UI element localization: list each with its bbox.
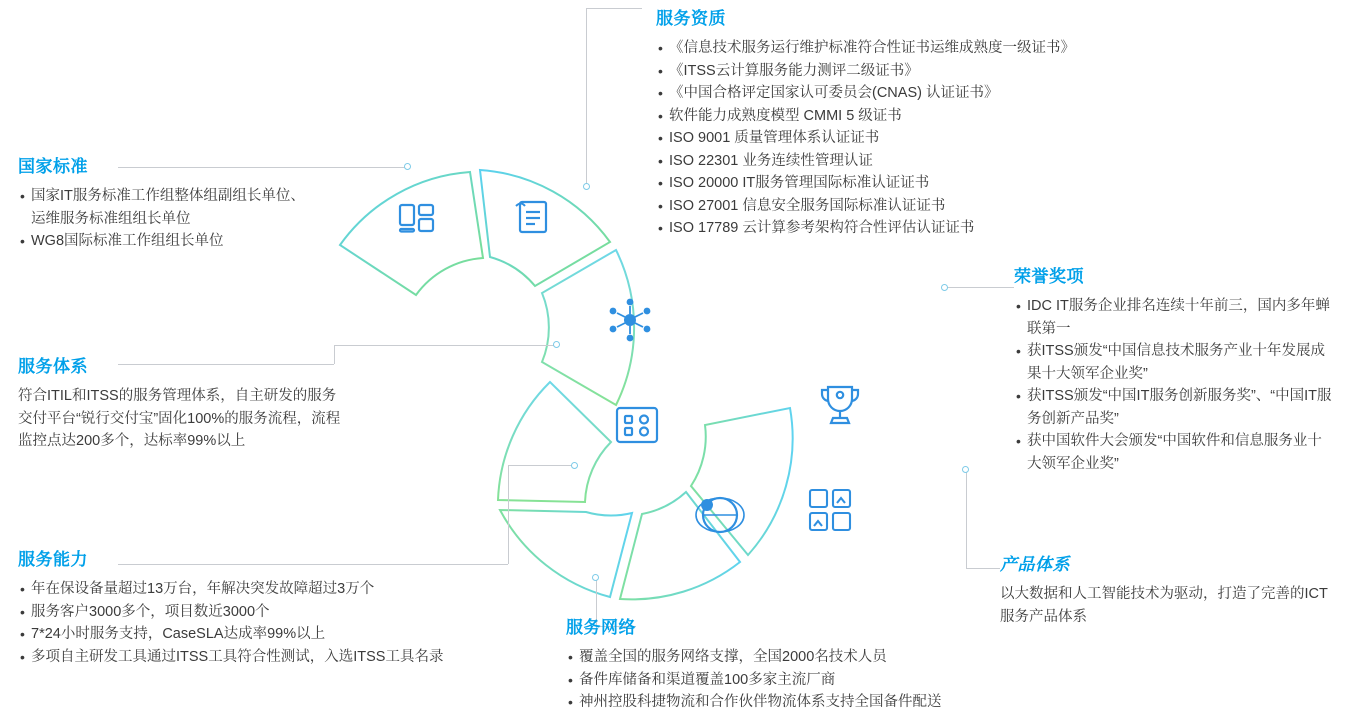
list-item: • 《信息技术服务运行维护标准符合性证书运维成熟度一级证书》 [656,37,1086,60]
block-product-system [1000,550,1330,628]
list-item: • IDC IT服务企业排名连续十年前三，国内多年蝉联第一 [1014,295,1336,340]
block-service-qualification [656,4,1086,240]
list-item: • 国家IT服务标准工作组整体组副组长单位、运维服务标准组组长单位 [18,185,318,230]
list-item: • 获ITSS颁发“中国IT服务创新服务奖”、“中国IT服务创新产品奖” [1014,385,1336,430]
connector-dot-national-standard [404,163,411,170]
list-service-qualification [656,37,1086,240]
connector-service-qualification [586,8,646,188]
list-item: • 《ITSS云计算服务能力测评二级证书》 [656,60,1086,83]
block-text-product-system: 以大数据和人工智能技术为驱动，打造了完善的ICT服务产品体系 [1000,586,1328,625]
trophy-icon [822,387,858,423]
list-item: • 获中国软件大会颁发“中国软件和信息服务业十大领军企业奖” [1014,430,1336,475]
block-title-service-capability: 服务能力 [18,550,88,569]
connector-dot-service-network [592,574,599,581]
list-item: • 年在保设备量超过13万台，年解决突发故障超过3万个 [18,578,538,601]
block-title-product-system: 产品体系 [1000,555,1070,574]
list-honor-awards [1014,295,1336,475]
connector-dot-service-qualification [583,183,590,190]
grid-apps-icon [617,408,657,442]
list-service-network [566,646,1016,714]
block-title-service-system: 服务体系 [18,357,88,376]
list-item: • WG8国际标准工作组组长单位 [18,230,318,253]
connector-dot-service-system [553,341,560,348]
list-item: • 多项自主研发工具通过ITSS工具符合性测试，入选ITSS工具名录 [18,646,538,669]
list-item: • 服务客户3000多个，项目数近3000个 [18,601,538,624]
globe-icon [696,498,744,532]
block-honor-awards [1014,262,1336,475]
list-item: • ISO 22301 业务连续性管理认证 [656,150,1086,173]
photo-frames-icon [810,490,850,530]
atom-icon [610,299,651,342]
dashboard-icon [400,205,433,232]
list-item: • ISO 17789 云计算参考架构符合性评估认证证书 [656,217,1086,240]
connector-dot-product-system [962,466,969,473]
list-item: • 神州控股科捷物流和合作伙伴物流体系支持全国备件配送 [566,691,1016,714]
block-title-honor-awards: 荣誉奖项 [1014,267,1084,286]
block-service-capability [18,545,538,668]
block-service-system [18,352,348,453]
list-item: • 获ITSS颁发“中国信息技术服务产业十年发展成果十大领军企业奖” [1014,340,1336,385]
list-item: • ISO 20000 IT服务管理国际标准认证证书 [656,172,1086,195]
list-item: • 《中国合格评定国家认可委员会(CNAS) 认证证书》 [656,82,1086,105]
list-item: • 备件库储备和渠道覆盖100多家主流厂商 [566,669,1016,692]
connector-honor-awards [946,287,1016,301]
list-service-capability [18,578,538,668]
list-item: • ISO 9001 质量管理体系认证证书 [656,127,1086,150]
block-title-service-network: 服务网络 [566,618,636,637]
block-service-network [566,613,1016,714]
block-title-national-standard: 国家标准 [18,157,88,176]
list-item: • 覆盖全国的服务网络支撑，全国2000名技术人员 [566,646,1016,669]
connector-dot-honor-awards [941,284,948,291]
block-national-standard [18,152,318,253]
list-item: • ISO 27001 信息安全服务国际标准认证证书 [656,195,1086,218]
document-icon [516,202,546,232]
block-text-service-system: 符合ITIL和ITSS的服务管理体系，自主研发的服务交付平台“锐行交付宝”固化100%的服务流程，流程监控点达200多个，达标率99%以上 [18,388,341,449]
list-item: • 7*24小时服务支持，CaseSLA达成率99%以上 [18,623,538,646]
list-national-standard [18,185,318,253]
list-item: • 软件能力成熟度模型 CMMI 5 级证书 [656,105,1086,128]
connector-dot-service-capability [571,462,578,469]
block-title-service-qualification: 服务资质 [656,9,726,28]
